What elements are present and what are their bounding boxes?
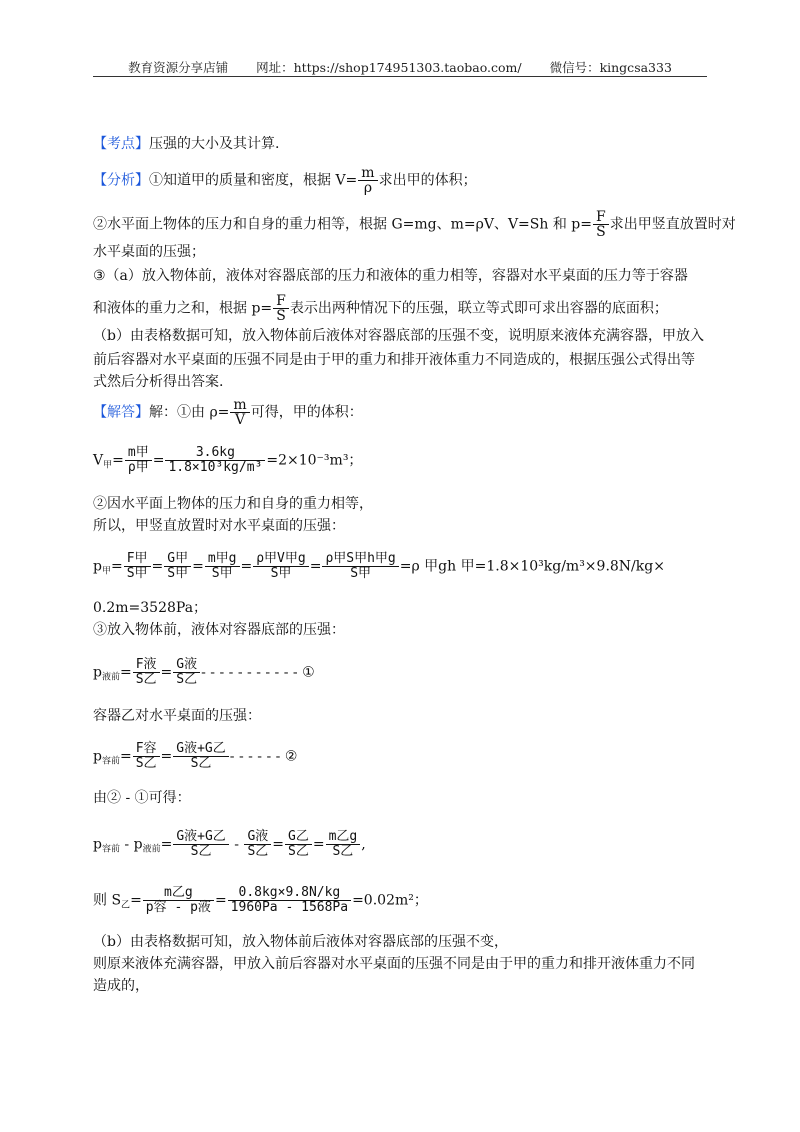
fenxi-text: 表示出两种情况下的压强，联立等式即可求出容器的底面积； [289, 300, 668, 317]
fenxi-line-2 [93, 210, 736, 239]
header-rule [93, 76, 707, 77]
formula-f-container: $\frac{\text{F容}}{\text{S乙}}$ [133, 742, 160, 771]
area-equation: 则 $S_乙=$ $\frac{\text{m乙g}}{\text{p容 - p液}}$ = $\frac{0.8kg\times 9.8N/kg}{1960Pa - 1568Pa}$ =0.02m²； [93, 885, 428, 915]
fenxi-line-5 [93, 294, 668, 323]
jieda-line-9: 容器乙对水平桌面的压强： [93, 708, 261, 724]
formula-mg-over-s-jia: $\frac{\text{m甲g}}{\text{S甲}}$ [205, 552, 240, 581]
jieda-text: 解：①由 ρ= [149, 404, 230, 421]
shop-name: 教育资源分享店铺 [128, 60, 229, 75]
formula-g-liquid: $\frac{\text{G液}}{\text{S乙}}$ [244, 830, 271, 859]
formula-rhovg-over-s-jia: $\frac{\text{ρ甲V甲g}}{\text{S甲}}$ [253, 552, 308, 581]
jieda-line-4: 所以，甲竖直放置时对水平桌面的压强： [93, 518, 345, 534]
fenxi-text: ②水平面上物体的压力和自身的重力相等，根据 G=mg、m=ρV、V=Sh 和 p= [93, 216, 592, 233]
page-header [0, 58, 800, 76]
formula-g-yi: $\frac{\text{G乙}}{\text{S乙}}$ [285, 830, 312, 859]
fenxi-text: 求出甲竖直放置时对 [609, 216, 736, 233]
formula-f-over-s: $\frac{F}{S}$ [593, 210, 609, 239]
fenxi-text: ①知道甲的质量和密度，根据 V= [149, 172, 358, 189]
kaodian-line [93, 134, 279, 154]
pressure-equation: $p_甲=$ $\frac{\text{F甲}}{\text{S甲}}$ = $\frac{\text{G甲}}{\text{S甲}}$ = $\frac{\text{m甲g}}{\text{S甲}}$ = $\frac{\text{ρ甲V甲g}}{\text{S甲}}$ = $\frac{\text{ρ甲S甲h甲g}}{\text{S甲}}$ =ρ 甲gh 甲=1.8×10³kg/m³×9.8N/kg× [93, 551, 665, 581]
difference-equation: $p_{容前} - p_{液前}=$ $\frac{\text{G液+G乙}}{\text{S乙}}$ - $\frac{\text{G液}}{\text{S乙}}$ = $\frac{\text{G乙}}{\text{S乙}}$ = $\frac{\text{m乙g}}{\text{S乙}}$ , [93, 829, 366, 859]
formula-area-numeric: $\frac{0.8kg\times 9.8N/kg}{1960Pa - 1568Pa}$ [228, 886, 351, 915]
fenxi-tag: 【分析】 [93, 172, 149, 189]
formula-volume-numeric: $\frac{3.6kg}{\text{1.8×10³kg/m³}}$ [165, 446, 265, 475]
shop-url: 网址：https://shop174951303.taobao.com/ [256, 60, 522, 75]
jieda-b-line-2: 则原来液体充满容器，甲放入前后容器对水平桌面的压强不同是由于甲的重力和排开液体重力不同 [93, 956, 695, 972]
formula-m-jia-over-rho-jia: $\frac{\text{m甲}}{\text{ρ甲}}$ [125, 446, 152, 475]
formula-g-sum: $\frac{\text{G液+G乙}}{\text{S乙}}$ [173, 742, 228, 771]
formula-m-over-rho: $\frac{m}{\rho}$ [358, 166, 377, 195]
formula-rhoshg-over-s-jia: $\frac{\text{ρ甲S甲h甲g}}{\text{S甲}}$ [322, 552, 398, 581]
jieda-b-line-1: （b）由表格数据可知，放入物体前后液体对容器底部的压强不变， [93, 934, 508, 950]
jieda-line-7: ③放入物体前，液体对容器底部的压强： [93, 622, 345, 638]
formula-area-symbolic: $\frac{\text{m乙g}}{\text{p容 - p液}}$ [143, 886, 214, 915]
jieda-text: 可得，甲的体积： [250, 404, 363, 421]
formula-f-over-s: $\frac{F}{S}$ [273, 294, 289, 323]
formula-g-liquid: $\frac{\text{G液}}{\text{S乙}}$ [173, 658, 200, 687]
equation-2-marker: - - - - - - ② [229, 748, 298, 765]
area-prefix: 则 S [93, 892, 122, 909]
area-result: =0.02m²； [352, 892, 428, 909]
comma: , [361, 836, 366, 853]
jieda-tag: 【解答】 [93, 404, 149, 421]
formula-g-over-s-jia: $\frac{\text{G甲}}{\text{S甲}}$ [164, 552, 191, 581]
volume-result: =2×10⁻³m³； [266, 452, 363, 469]
jieda-line-11: 由② - ①可得： [93, 790, 191, 806]
equation-1: $p_{液前}=$ $\frac{\text{F液}}{\text{S乙}}$ = $\frac{\text{G液}}{\text{S乙}}$ - - - - - - - - - - - ① [93, 657, 315, 687]
fenxi-line-4: ③（a）放入物体前，液体对容器底部的压力和液体的重力相等，容器对水平桌面的压力等于容器 [93, 268, 688, 284]
kaodian-tag: 【考点】 [93, 136, 149, 152]
formula-f-over-s-jia: $\frac{\text{F甲}}{\text{S甲}}$ [124, 552, 151, 581]
fenxi-line-7: 前后容器对水平桌面的压强不同是由于甲的重力和排开液体重力不同造成的，根据压强公式得出等 [93, 352, 695, 368]
volume-equation: $V_甲=$ $\frac{\text{m甲}}{\text{ρ甲}}$ = $\frac{3.6kg}{\text{1.8×10³kg/m³}}$ =2×10⁻³m³； [93, 445, 363, 475]
jieda-line-3: ②因水平面上物体的压力和自身的重力相等， [93, 496, 373, 512]
fenxi-line-1 [93, 166, 477, 195]
formula-f-liquid: $\frac{\text{F液}}{\text{S乙}}$ [133, 658, 160, 687]
fenxi-line-8: 式然后分析得出答案. [93, 374, 224, 390]
formula-g-sum: $\frac{\text{G液+G乙}}{\text{S乙}}$ [173, 830, 228, 859]
fenxi-line-3: 水平桌面的压强； [93, 244, 205, 260]
formula-m-yi-g: $\frac{\text{m乙g}}{\text{S乙}}$ [326, 830, 361, 859]
equation-1-marker: - - - - - - - - - - - ① [201, 664, 315, 681]
jieda-b-line-3: 造成的， [93, 978, 149, 994]
pressure-result: =ρ 甲gh 甲=1.8×10³kg/m³×9.8N/kg× [399, 558, 665, 575]
equation-2: $p_{容前}=$ $\frac{\text{F容}}{\text{S乙}}$ = $\frac{\text{G液+G乙}}{\text{S乙}}$ - - - - - - ② [93, 741, 298, 771]
fenxi-text: 和液体的重力之和，根据 p= [93, 300, 273, 317]
fenxi-text: 求出甲的体积； [378, 172, 477, 189]
kaodian-text: 压强的大小及其计算. [149, 136, 280, 152]
jieda-line-6: 0.2m=3528Pa； [93, 600, 208, 616]
wechat-id: 微信号：kingcsa333 [549, 60, 672, 75]
formula-m-over-v: $\frac{m}{V}$ [230, 398, 249, 427]
jieda-line-1 [93, 398, 363, 427]
fenxi-line-6: （b）由表格数据可知，放入物体前后液体对容器底部的压强不变，说明原来液体充满容器，甲放入 [93, 328, 704, 344]
